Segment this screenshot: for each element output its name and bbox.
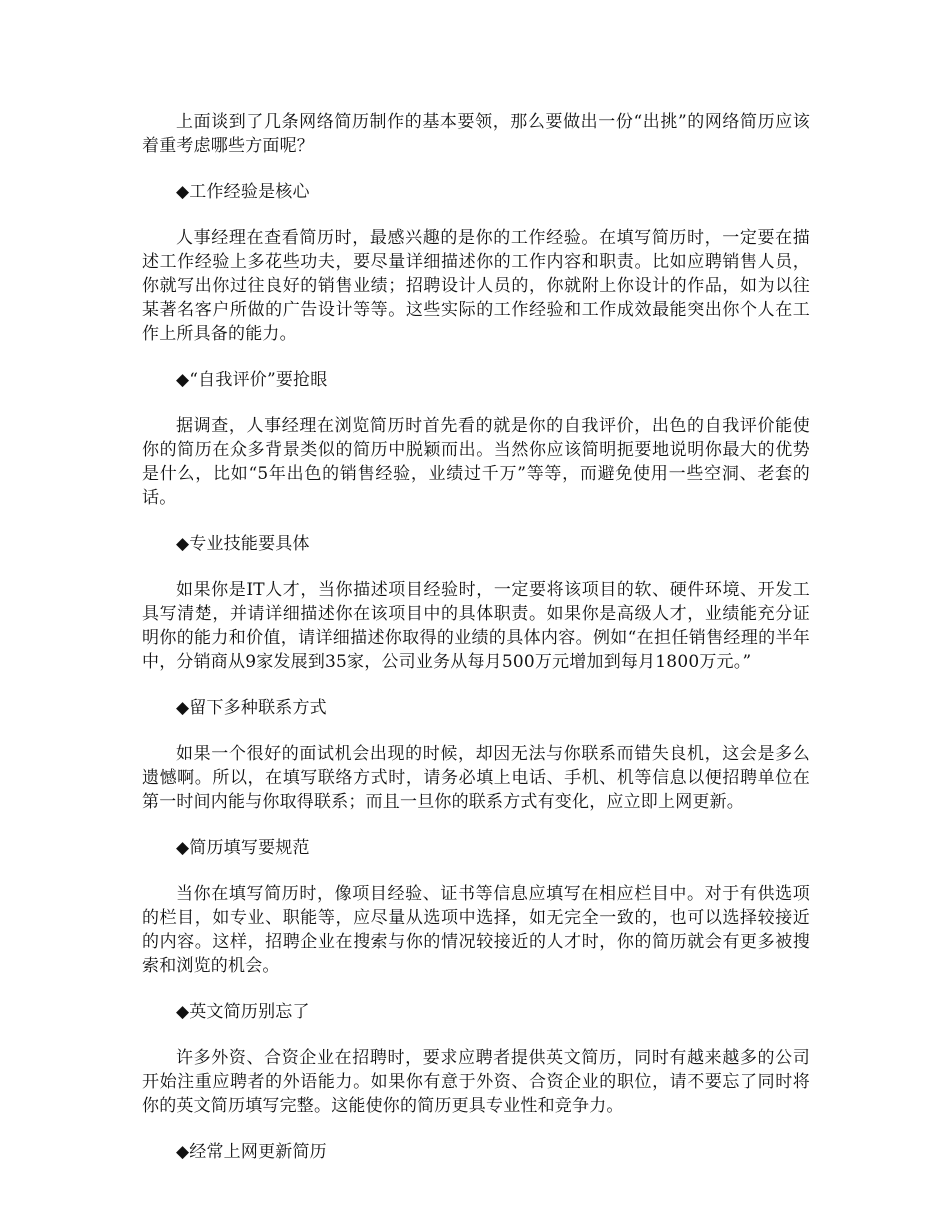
section-heading-work-experience: ◆工作经验是核心 — [176, 182, 310, 202]
section-heading-professional-skills: ◆专业技能要具体 — [176, 534, 310, 554]
section-body-work-experience: 人事经理在查看简历时，最感兴趣的是你的工作经验。在填写简历时，一定要在描述工作经验上多花些功夫，要尽量详细描述你的工作内容和职责。比如应聘销售人员，你就写出你过往良好的销售业绩；招聘设计人员的，你就附上你设计的作品，如为以往某著名客户所做的广告设计等等。这些实际的工作经验和工作成效最能突出你个人在工作上所具备的能力。 — [142, 228, 810, 344]
section-body-contact-methods: 如果一个很好的面试机会出现的时候，却因无法与你联系而错失良机，这会是多么遗憾啊。所以，在填写联络方式时，请务必填上电话、手机、机等信息以便招聘单位在第一时间内能与你取得联系；而且一旦你的联系方式有变化，应立即上网更新。 — [142, 744, 810, 812]
section-body-self-evaluation: 据调查，人事经理在浏览简历时首先看的就是你的自我评价，出色的自我评价能使你的简历在众多背景类似的简历中脱颖而出。当然你应该简明扼要地说明你最大的优势是什么，比如“5年出色的销售经验，业绩过千万”等等，而避免使用一些空洞、老套的话。 — [142, 416, 810, 508]
section-body-standard-format: 当你在填写简历时，像项目经验、证书等信息应填写在相应栏目中。对于有供选项的栏目，如专业、职能等，应尽量从选项中选择，如无完全一致的，也可以选择较接近的内容。这样，招聘企业在搜索与你的情况较接近的人才时，你的简历就会有更多被搜索和浏览的机会。 — [142, 884, 810, 976]
section-body-english-resume: 许多外资、合资企业在招聘时，要求应聘者提供英文简历，同时有越来越多的公司开始注重应聘者的外语能力。如果你有意于外资、合资企业的职位，请不要忘了同时将你的英文简历填写完整。这能使你的简历更具专业性和竞争力。 — [142, 1048, 810, 1116]
section-heading-standard-format: ◆简历填写要规范 — [176, 838, 310, 858]
section-heading-contact-methods: ◆留下多种联系方式 — [176, 698, 327, 718]
section-heading-self-evaluation: ◆“自我评价”要抢眼 — [176, 370, 328, 390]
section-heading-update-resume: ◆经常上网更新简历 — [176, 1142, 327, 1162]
section-heading-english-resume: ◆英文简历别忘了 — [176, 1002, 310, 1022]
section-body-professional-skills: 如果你是IT人才，当你描述项目经验时，一定要将该项目的软、硬件环境、开发工具写清楚，并请详细描述你在该项目中的具体职责。如果你是高级人才，业绩能充分证明你的能力和价值，请详细描述你取得的业绩的具体内容。例如“在担任销售经理的半年中，分销商从9家发展到35家，公司业务从每月500万元增加到每月1800万元。” — [142, 580, 810, 672]
intro-paragraph: 上面谈到了几条网络简历制作的基本要领，那么要做出一份“出挑”的网络简历应该着重考虑哪些方面呢？ — [142, 112, 810, 156]
document-page — [142, 110, 810, 1164]
